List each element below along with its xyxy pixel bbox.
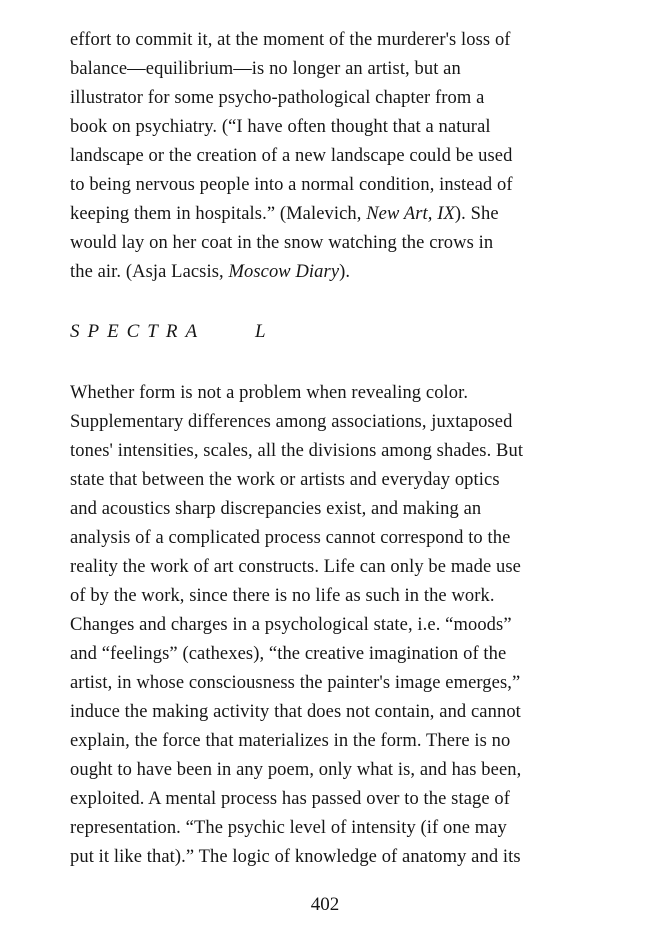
text-line: representation. “The psychic level of intensity (if one may bbox=[70, 818, 507, 838]
page-number: 402 bbox=[310, 894, 340, 915]
text-line: tones' intensities, scales, all the divisions among shades. But bbox=[70, 441, 524, 461]
text-line: to being nervous people into a normal condition, instead of bbox=[70, 175, 513, 195]
text-line: illustrator for some psycho-pathological chapter from a bbox=[70, 88, 485, 108]
text-line: put it like that).” The logic of knowledge of anatomy and its bbox=[70, 847, 521, 867]
section-heading bbox=[70, 317, 650, 346]
text-line: book on psychiatry. (“I have often thought that a natural bbox=[70, 117, 491, 137]
text-line: induce the making activity that does not contain, and cannot bbox=[70, 702, 521, 722]
text-line: ought to have been in any poem, only what is, and has been, bbox=[70, 760, 522, 780]
section-heading-word: SPECTRA bbox=[70, 321, 206, 342]
text-line: Whether form is not a problem when revealing color. bbox=[70, 383, 469, 403]
text-line: artist, in whose consciousness the painter's image emerges,” bbox=[70, 673, 521, 693]
text-line: explain, the force that materializes in the form. There is no bbox=[70, 731, 511, 751]
text-line: and “feelings” (cathexes), “the creative imagination of the bbox=[70, 644, 507, 664]
text-line: of by the work, since there is no life as such in the work. bbox=[70, 586, 495, 606]
paragraph-spectral bbox=[70, 379, 650, 872]
text-line: effort to commit it, at the moment of the murderer's loss of bbox=[70, 30, 511, 50]
text-line: landscape or the creation of a new landscape could be used bbox=[70, 146, 513, 166]
text-line: analysis of a complicated process cannot correspond to the bbox=[70, 528, 511, 548]
text-line: Supplementary differences among associations, juxtaposed bbox=[70, 412, 513, 432]
text-line: keeping them in hospitals.” (Malevich, New Art, IX). She bbox=[70, 204, 499, 224]
text-line: balance—equilibrium—is no longer an artist, but an bbox=[70, 59, 461, 79]
text-line: state that between the work or artists and everyday optics bbox=[70, 470, 500, 490]
text-line: exploited. A mental process has passed over to the stage of bbox=[70, 789, 511, 809]
section-heading-tail: L bbox=[255, 321, 274, 342]
text-line: reality the work of art constructs. Life can only be made use bbox=[70, 557, 521, 577]
text-line: would lay on her coat in the snow watching the crows in bbox=[70, 233, 494, 253]
text-line: the air. (Asja Lacsis, Moscow Diary). bbox=[70, 262, 351, 282]
text-line: and acoustics sharp discrepancies exist, and making an bbox=[70, 499, 482, 519]
paragraph-murderer bbox=[70, 26, 650, 287]
text-line: Changes and charges in a psychological state, i.e. “moods” bbox=[70, 615, 512, 635]
